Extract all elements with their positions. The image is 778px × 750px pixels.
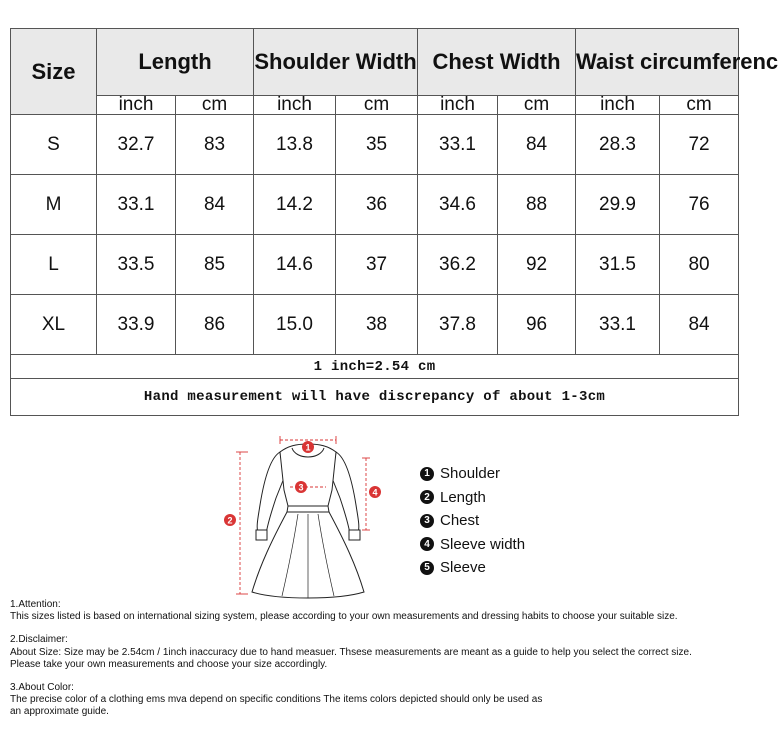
marker-4 (369, 486, 381, 498)
value-cell: 72 (660, 115, 739, 175)
unit-cell: inch (576, 96, 660, 115)
table-row (11, 175, 739, 235)
legend-label: Sleeve width (440, 535, 526, 553)
attention-title: 1.Attention: (10, 599, 61, 610)
unit-cell: inch (254, 96, 336, 115)
dress-outline (252, 444, 364, 598)
measurement-note: Hand measurement will have discrepancy of about 1-3cm (11, 379, 739, 416)
legend-label: Shoulder (440, 465, 501, 483)
value-cell: 37.8 (418, 295, 498, 355)
chest-width-header: Chest Width (418, 29, 576, 96)
length-header: Length (97, 29, 254, 96)
value-cell: 84 (498, 115, 576, 175)
legend-label: Sleeve (440, 559, 486, 577)
size-label: S (11, 115, 97, 175)
legend-item-sleeve (420, 556, 525, 580)
size-label: L (11, 235, 97, 295)
measurement-row (11, 379, 739, 416)
table-row (11, 115, 739, 175)
marker-2-label: 2 (227, 515, 233, 526)
value-cell: 29.9 (576, 175, 660, 235)
legend-number: 3 (420, 514, 434, 528)
legend-label: Chest (440, 512, 480, 530)
value-cell: 36.2 (418, 235, 498, 295)
disclaimer-title: 2.Disclaimer: (10, 634, 68, 646)
unit-cell: inch (97, 96, 176, 115)
disclaimer-text: Please take your own measurements and choose your size accordingly. (10, 658, 328, 670)
value-cell: 86 (176, 295, 254, 355)
value-cell: 92 (498, 235, 576, 295)
legend-item-chest (420, 509, 525, 533)
value-cell: 36 (336, 175, 418, 235)
value-cell: 14.2 (254, 175, 336, 235)
value-cell: 28.3 (576, 115, 660, 175)
dress-diagram (218, 430, 393, 605)
value-cell: 85 (176, 235, 254, 295)
color-title: 3.About Color: (10, 682, 74, 694)
value-cell: 96 (498, 295, 576, 355)
value-cell: 88 (498, 175, 576, 235)
legend-number: 1 (420, 467, 434, 481)
legend-number: 5 (420, 561, 434, 575)
value-cell: 38 (336, 295, 418, 355)
shoulder-width-header: Shoulder Width (254, 29, 418, 96)
legend-item-sleeve-width (420, 533, 525, 557)
attention-text: This sizes listed is based on international sizing system, please according to your own measurements and dressing habits to choose your suitable size. (10, 611, 678, 623)
legend-item-shoulder (420, 462, 525, 486)
header-row (11, 29, 739, 96)
waist-header (576, 29, 778, 96)
value-cell: 15.0 (254, 295, 336, 355)
legend-item-length (420, 486, 525, 510)
legend-label: Length (440, 488, 486, 506)
size-label: XL (11, 295, 97, 355)
conversion-row (11, 355, 739, 379)
value-cell: 83 (176, 115, 254, 175)
waist-header-label: Waist circumferenc (576, 49, 778, 74)
conversion-note: 1 inch=2.54 cm (11, 355, 739, 379)
unit-cell: inch (418, 96, 498, 115)
value-cell: 33.1 (418, 115, 498, 175)
value-cell: 37 (336, 235, 418, 295)
value-cell: 33.5 (97, 235, 176, 295)
value-cell: 76 (660, 175, 739, 235)
table-row (11, 235, 739, 295)
color-text: an approximate guide. (10, 706, 109, 718)
value-cell: 33.9 (97, 295, 176, 355)
value-cell: 84 (176, 175, 254, 235)
value-cell: 35 (336, 115, 418, 175)
value-cell: 80 (660, 235, 739, 295)
unit-cell: cm (176, 96, 254, 115)
size-header: Size (11, 29, 97, 115)
value-cell: 32.7 (97, 115, 176, 175)
color-text: The precise color of a clothing ems mva depend on specific conditions The items colors depicted should only be used as (10, 694, 543, 706)
table-row (11, 295, 739, 355)
size-chart-table (10, 28, 778, 416)
value-cell: 84 (660, 295, 739, 355)
size-label: M (11, 175, 97, 235)
value-cell: 33.1 (97, 175, 176, 235)
marker-4-label: 4 (372, 487, 378, 498)
marker-3 (295, 481, 307, 493)
notes-section (10, 599, 745, 719)
value-cell: 33.1 (576, 295, 660, 355)
unit-row (11, 96, 739, 115)
marker-1 (302, 441, 314, 453)
legend-number: 4 (420, 537, 434, 551)
value-cell: 31.5 (576, 235, 660, 295)
disclaimer-text: About Size: Size may be 2.54cm / 1inch inaccuracy due to hand measuer. Thsese measurements are meant as a guide to help you select the correct size. (10, 646, 692, 658)
unit-cell: cm (660, 96, 739, 115)
measurement-legend (420, 462, 525, 580)
unit-cell: cm (336, 96, 418, 115)
value-cell: 34.6 (418, 175, 498, 235)
marker-2 (224, 514, 236, 526)
value-cell: 14.6 (254, 235, 336, 295)
legend-number: 2 (420, 490, 434, 504)
unit-cell: cm (498, 96, 576, 115)
marker-3-label: 3 (298, 482, 304, 493)
value-cell: 13.8 (254, 115, 336, 175)
marker-1-label: 1 (305, 442, 311, 453)
